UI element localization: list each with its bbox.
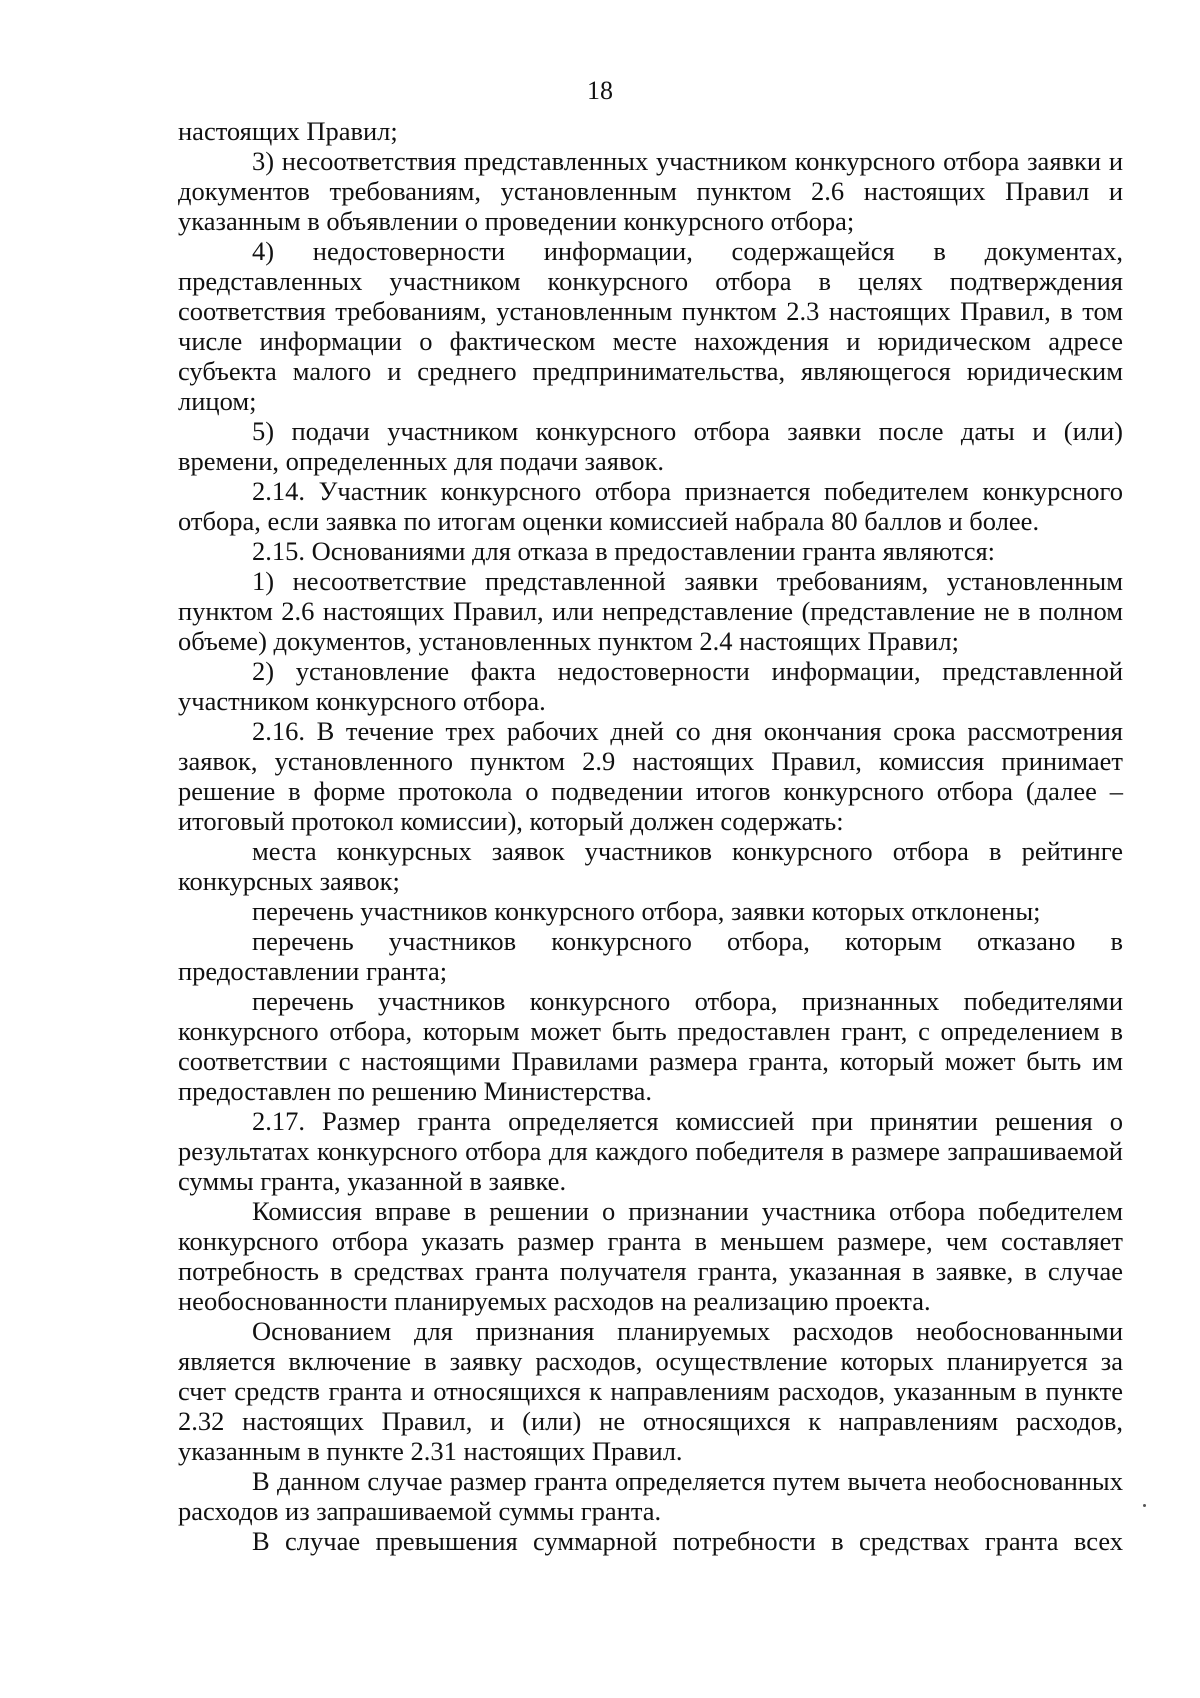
paragraph-2-15: 2.15. Основаниями для отказа в предоставлении гранта являются: [252, 536, 996, 566]
document-body [178, 116, 1123, 1556]
paragraph-protocol-refused: перечень участников конкурсного отбора, которым отказано в предоставлении гранта; [178, 926, 1123, 986]
paragraph-2-17: 2.17. Размер гранта определяется комиссией при принятии решения о результатах конкурсного отбора для каждого победителя в размере запрашиваемой суммы гранта, указанной в заявке. [178, 1106, 1123, 1196]
paragraph-protocol-rejected: перечень участников конкурсного отбора, заявки которых отклонены; [252, 896, 1041, 926]
paragraph-continuation: настоящих Правил; [178, 116, 398, 146]
paragraph-item-3: 3) несоответствия представленных участником конкурсного отбора заявки и документов требованиям, установленным пунктом 2.6 настоящих Правил и указанным в объявлении о проведении конкурсного отбора; [178, 146, 1123, 236]
paragraph-protocol-places: места конкурсных заявок участников конкурсного отбора в рейтинге конкурсных заявок; [178, 836, 1123, 896]
paragraph-2-16: 2.16. В течение трех рабочих дней со дня окончания срока рассмотрения заявок, установленного пунктом 2.9 настоящих Правил, комиссия принимает решение в форме протокола о подведении итогов конкурсного отбора (далее – итоговый протокол комиссии), который должен содержать: [178, 716, 1123, 836]
page-number: 18 [587, 76, 613, 105]
paragraph-2-14: 2.14. Участник конкурсного отбора признается победителем конкурсного отбора, если заявка по итогам оценки комиссией набрала 80 баллов и более. [178, 476, 1123, 536]
paragraph-unjustified-basis: Основанием для признания планируемых расходов необоснованными является включение в заявку расходов, осуществление которых планируется за счет средств гранта и относящихся к направлениям расходов, указанным в пункте 2.32 настоящих Правил, и (или) не относящихся к направлениям расходов, указанным в пункте 2.31 настоящих Правил. [178, 1316, 1123, 1466]
paragraph-item-5: 5) подачи участником конкурсного отбора заявки после даты и (или) времени, определенных для подачи заявок. [178, 416, 1123, 476]
paragraph-grant-deduction: В данном случае размер гранта определяется путем вычета необоснованных расходов из запрашиваемой суммы гранта. [178, 1466, 1123, 1526]
paragraph-item-4: 4) недостоверности информации, содержащейся в документах, представленных участником конкурсного отбора в целях подтверждения соответствия требованиям, установленным пунктом 2.3 настоящих Правил, в том числе информации о фактическом месте нахождения и юридическом адресе субъекта малого и среднего предпринимательства, являющегося юридическим лицом; [178, 236, 1123, 416]
paragraph-2-15-item-1: 1) несоответствие представленной заявки требованиям, установленным пунктом 2.6 настоящих Правил, или непредставление (представление не в полном объеме) документов, установленных пунктом 2.4 настоящих Правил; [178, 566, 1123, 656]
paragraph-excess-demand: В случае превышения суммарной потребности в средствах гранта всех [252, 1526, 1123, 1556]
paragraph-protocol-winners: перечень участников конкурсного отбора, признанных победителями конкурсного отбора, которым может быть предоставлен грант, с определением в соответствии с настоящими Правилами размера гранта, который может быть им предоставлен по решению Министерства. [178, 986, 1123, 1106]
paragraph-commission-right: Комиссия вправе в решении о признании участника отбора победителем конкурсного отбора указать размер гранта в меньшем размере, чем составляет потребность в средствах гранта получателя гранта, указанная в заявке, в случае необоснованности планируемых расходов на реализацию проекта. [178, 1196, 1123, 1316]
paragraph-2-15-item-2: 2) установление факта недостоверности информации, представленной участником конкурсного отбора. [178, 656, 1123, 716]
scan-speck [1143, 1504, 1146, 1507]
